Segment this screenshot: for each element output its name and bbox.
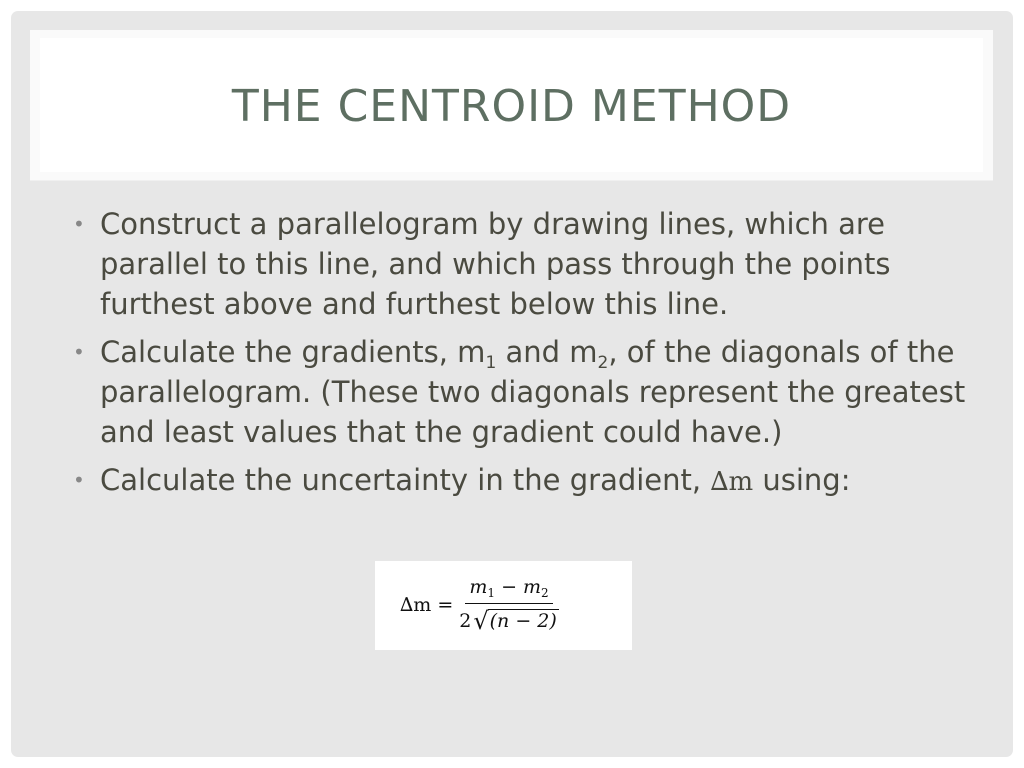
formula-denominator xyxy=(459,604,559,635)
bullet-dot: • xyxy=(73,212,85,236)
subscript-2: 2 xyxy=(597,353,609,373)
title-band xyxy=(30,30,993,181)
bullet-item-3 xyxy=(73,460,973,502)
numerator-minus-m2: − m xyxy=(495,575,542,598)
slide-title: THE CENTROID METHOD xyxy=(231,80,792,132)
bullet-dot: • xyxy=(73,340,85,364)
numerator-sub2: 2 xyxy=(541,585,549,600)
delta-m-symbol: ∆m xyxy=(710,467,754,497)
bullet-text-a: Calculate the uncertainty in the gradient, xyxy=(100,463,711,497)
numerator-m1: m xyxy=(469,575,488,598)
formula-numerator xyxy=(465,576,552,604)
formula-lhs: ∆m = xyxy=(400,594,454,616)
bullet-text-b: and m xyxy=(496,335,598,369)
bullet-dot: • xyxy=(73,468,85,492)
denominator-radicand: (n − 2) xyxy=(489,610,557,632)
bullet-text: Construct a parallelogram by drawing lines, which are parallel to this line, and which pass through the points furthest above and furthest below this line. xyxy=(100,207,891,321)
formula-image xyxy=(375,561,632,650)
bullet-item-1 xyxy=(73,204,973,324)
denominator-coefficient: 2 xyxy=(459,609,472,632)
bullet-text-b: using: xyxy=(753,463,851,497)
uncertainty-formula xyxy=(400,571,559,639)
bullet-list xyxy=(73,204,973,510)
title-box xyxy=(40,38,983,172)
numerator-sub1: 1 xyxy=(487,585,496,600)
slide xyxy=(11,11,1013,757)
formula-fraction xyxy=(459,576,559,635)
sqrt-icon: √ xyxy=(473,606,489,635)
bullet-text-a: Calculate the gradients, m xyxy=(100,335,486,369)
subscript-1: 1 xyxy=(485,353,497,373)
bullet-text-c: , of the diagonals of the parallelogram. (These two diagonals represent the greatest and least values that the gradient could have.) xyxy=(100,335,966,449)
bullet-item-2 xyxy=(73,332,973,452)
